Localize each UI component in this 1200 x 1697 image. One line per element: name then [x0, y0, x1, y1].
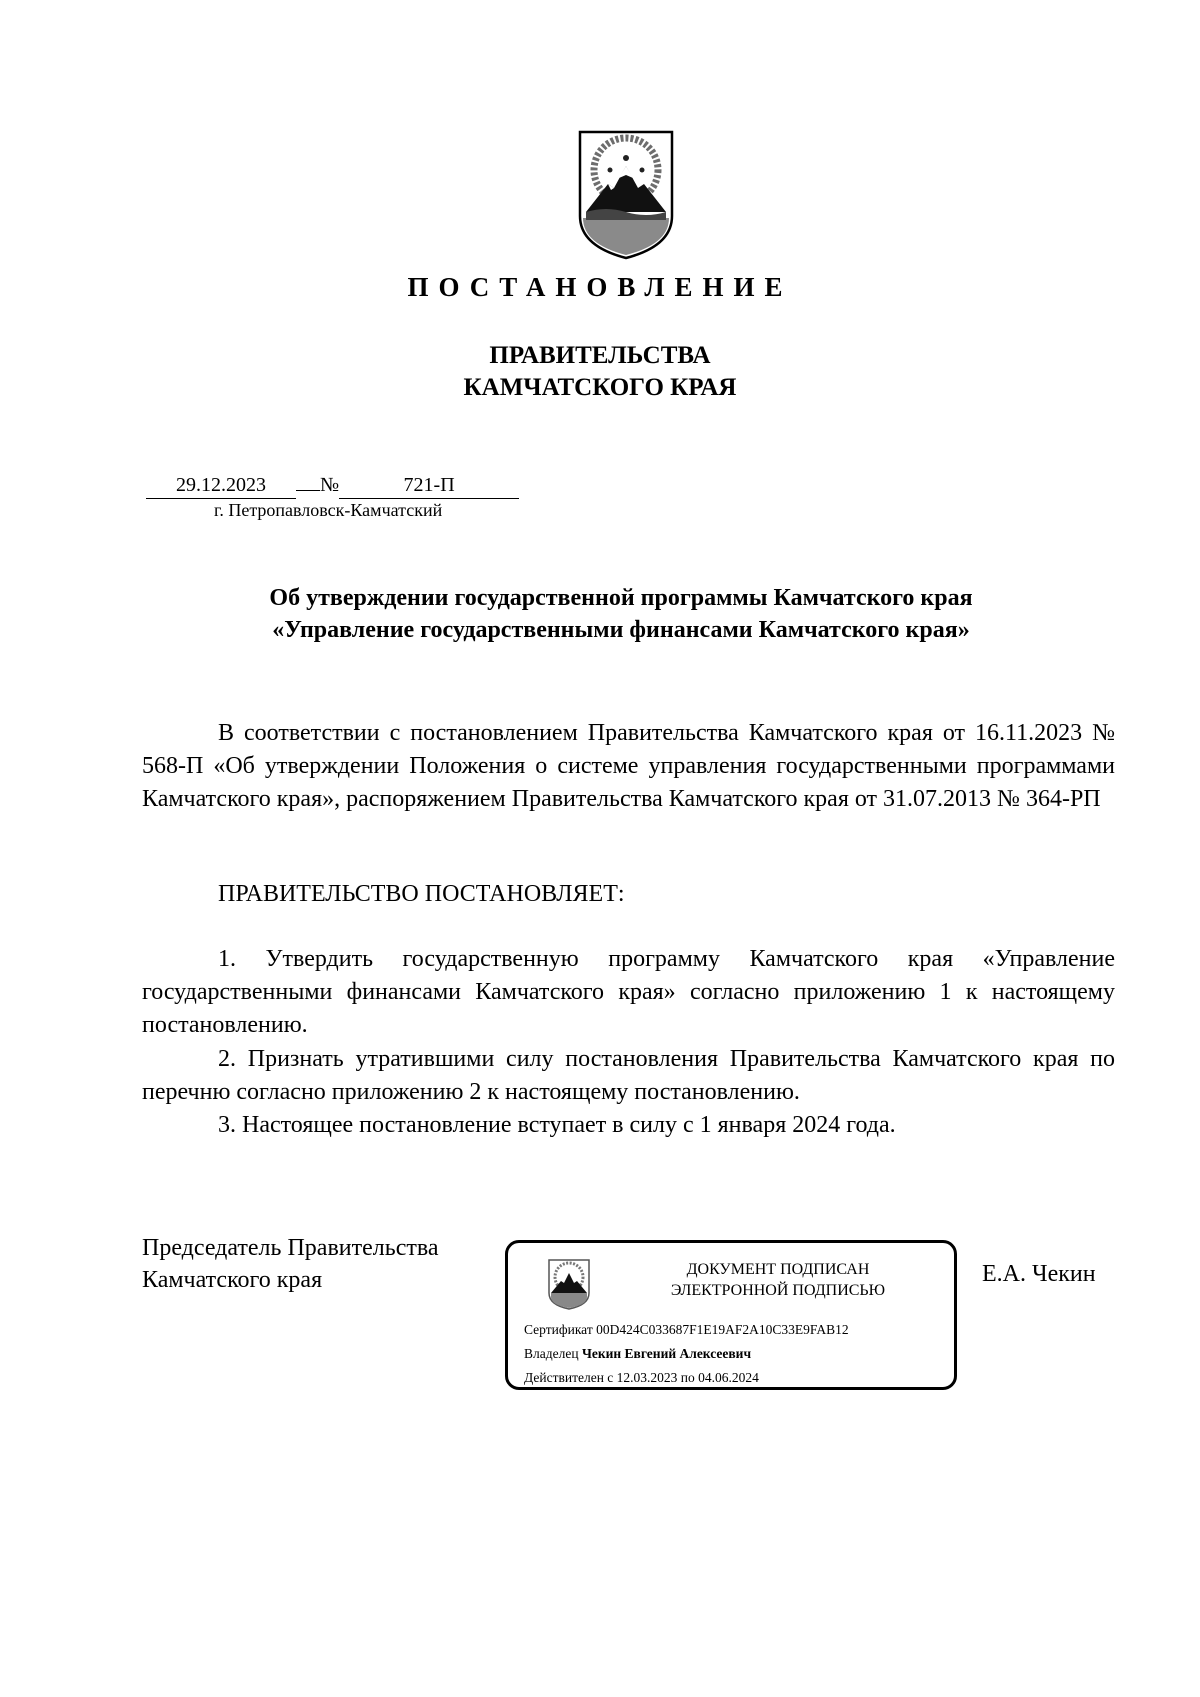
- title-line-1: Об утверждении государственной программы Камчатского края: [269, 585, 973, 611]
- issue-city: г. Петропавловск-Камчатский: [214, 500, 443, 520]
- authority-line-1: ПРАВИТЕЛЬСТВА: [489, 342, 711, 369]
- authority-line-2: КАМЧАТСКОГО КРАЯ: [463, 374, 737, 401]
- certificate-label: Сертификат: [524, 1322, 593, 1337]
- electronic-signature-stamp: [505, 1240, 957, 1390]
- stamp-certificate: [524, 1321, 849, 1339]
- signer-position: [142, 1232, 439, 1296]
- valid-to-label: по: [680, 1370, 695, 1385]
- number-sign: №: [320, 474, 340, 496]
- stamp-heading: [608, 1259, 948, 1301]
- issuing-authority: [0, 340, 1200, 404]
- document-date: 29.12.2023: [146, 472, 296, 499]
- document-title: [140, 582, 1102, 646]
- signer-name: Е.А. Чекин: [982, 1261, 1096, 1287]
- valid-to-date: 04.06.2024: [698, 1370, 759, 1385]
- stamp-heading-line-1: ДОКУМЕНТ ПОДПИСАН: [686, 1261, 870, 1278]
- document-type-heading: ПОСТАНОВЛЕНИЕ: [407, 272, 793, 302]
- title-line-2: «Управление государственными финансами Камчатского края»: [272, 617, 970, 643]
- resolution-item-3: 3. Настоящее постановление вступает в силу с 1 января 2024 года.: [218, 1112, 896, 1138]
- certificate-value: 00D424C033687F1E19AF2A10C33E9FAB12: [596, 1322, 849, 1337]
- document-number: 721-П: [339, 472, 519, 499]
- resolution-heading: ПРАВИТЕЛЬСТВО ПОСТАНОВЛЯЕТ:: [218, 881, 625, 907]
- stamp-validity: [524, 1369, 759, 1387]
- stamp-owner: [524, 1345, 751, 1363]
- resolution-item-2: 2. Признать утратившими силу постановления Правительства Камчатского края по перечню согласно приложению 2 к настоящему постановлению.: [142, 1046, 1115, 1105]
- resolution-item-1: 1. Утвердить государственную программу Камчатского края «Управление государственными финансами Камчатского края» согласно приложению 1 к настоящему постановлению.: [142, 946, 1115, 1038]
- stamp-emblem-icon: [546, 1257, 592, 1311]
- legal-basis-paragraph: В соответствии с постановлением Правительства Камчатского края от 16.11.2023 № 568-П «Об утверждении Положения о системе управления государственными программами Камчатского края», распоряжением Правительства Камчатского края от 31.07.2013 № 364-РП: [142, 720, 1115, 812]
- validity-label: Действителен с: [524, 1370, 614, 1385]
- coat-of-arms-icon: [576, 128, 676, 260]
- signer-position-line-1: Председатель Правительства: [142, 1235, 439, 1261]
- owner-label: Владелец: [524, 1346, 579, 1361]
- owner-value: Чекин Евгений Алексеевич: [581, 1346, 752, 1361]
- valid-from-date: 12.03.2023: [616, 1370, 678, 1385]
- signer-position-line-2: Камчатского края: [142, 1267, 323, 1293]
- registration-line: [146, 472, 519, 499]
- stamp-heading-line-2: ЭЛЕКТРОННОЙ ПОДПИСЬЮ: [670, 1282, 886, 1299]
